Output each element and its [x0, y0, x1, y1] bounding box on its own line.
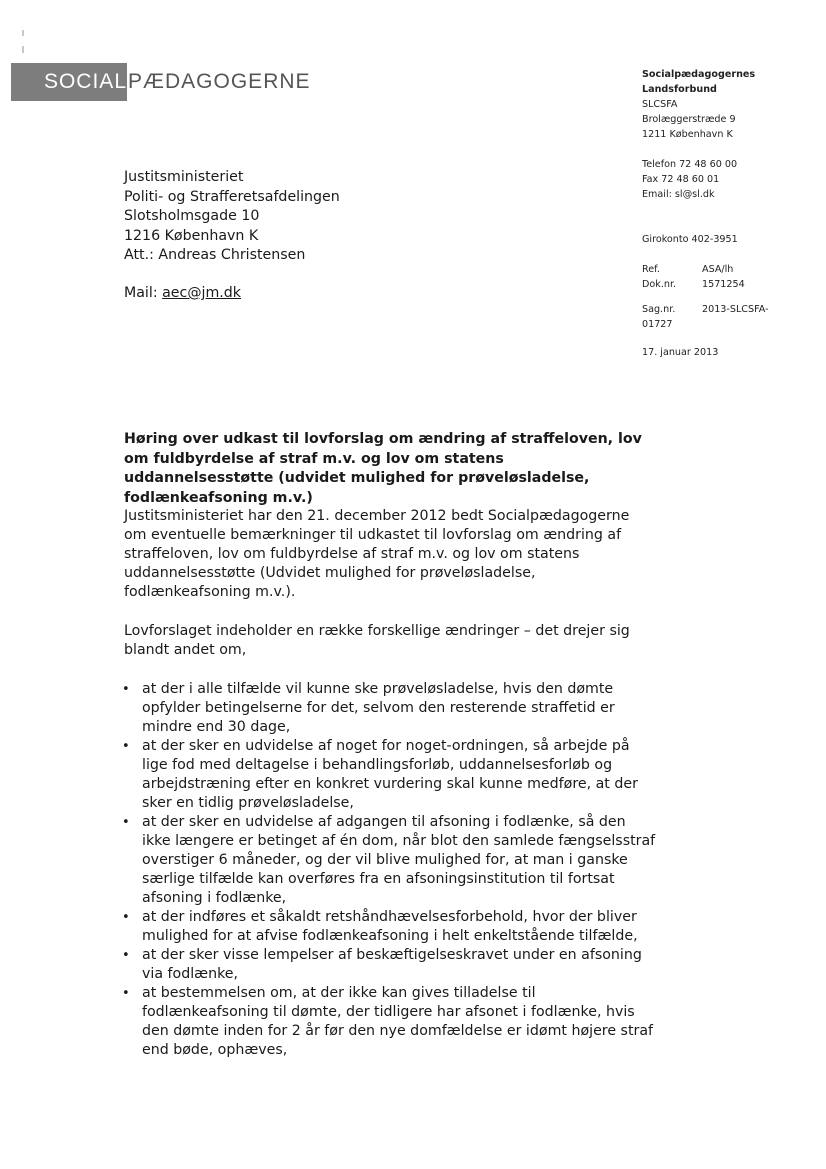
dok-value: 1571254 — [702, 279, 745, 290]
logo-text-social: SOCIAL — [43, 70, 127, 93]
list-item-text: at der sker en udvidelse af adgangen til afsoning i fodlænke, så den ikke længere er betinget af én dom, når blot den samlede fængselsstraf overstiger 6 måneder, og der vil blive mulighed for, at man i ganske særlige tilfælde kan overføres fra en afsoningsinstitution til fortsat afsoning i fodlænke, — [142, 814, 656, 906]
logo-box — [11, 63, 127, 101]
bullet-icon: • — [122, 948, 130, 963]
paragraph-1: Justitsministeriet har den 21. december 2012 bedt Socialpædagogerne om eventuelle bemærkninger til udkastet til lovforslag om ændring af straffeloven, lov om fuldbyrdelse af straf m.v. og lov om statens uddannelsesstøtte (Udvidet mulighed for prøveløsladelse, fodlænkeafsoning m.v.). — [124, 508, 630, 600]
sender-dept: SLCSFA — [642, 99, 678, 110]
letter-title: Høring over udkast til lovforslag om ændring af straffeloven, lov om fuldbyrdelse af straf m.v. og lov om statens uddannelsesstøtte (udvidet mulighed for prøveløsladelse, fodlænkeafsoning m.v.) — [124, 431, 642, 506]
list-item-text: at der sker en udvidelse af noget for noget-ordningen, så arbejde på lige fod med deltagelse i behandlingsforløb, uddannelsesforløb og arbejdstræning efter en konkret vurdering skal kunne medføre, at der sker en tidlig prøveløsladelse, — [142, 738, 638, 811]
sender-sag-row — [642, 302, 802, 317]
list-item — [124, 908, 656, 946]
logo-text-paedagogerne: PÆDAGOGERNE — [128, 70, 311, 93]
logo — [11, 63, 311, 101]
recipient-block — [124, 168, 340, 304]
sag-value: 2013-SLCSFA- — [702, 304, 769, 315]
list-item-text: at der indføres et såkaldt retshåndhævelsesforbehold, hvor der bliver mulighed for at afvise fodlænkeafsoning i helt enkeltstående tilfælde, — [142, 909, 638, 944]
list-item — [124, 737, 656, 813]
sender-dok-row — [642, 277, 802, 292]
recipient-line4: 1216 København K — [124, 227, 259, 244]
list-item — [124, 680, 656, 737]
scan-mark — [22, 46, 24, 53]
ref-label: Ref. — [642, 264, 660, 275]
mail-label: Mail: — [124, 284, 163, 301]
sender-email: Email: sl@sl.dk — [642, 189, 715, 200]
bullet-list — [124, 680, 656, 1060]
recipient-mail — [124, 284, 340, 304]
list-item-text: at der sker visse lempelser af beskæftigelseskravet under en afsoning via fodlænke, — [142, 947, 642, 982]
list-item-text: at bestemmelsen om, at der ikke kan gives tilladelse til fodlænkeafsoning til dømte, der tidligere har afsonet i fodlænke, hvis den dømte inden for 2 år før den nye domfældelse er idømt højere straf end bøde, ophæves, — [142, 985, 654, 1058]
paragraph-2: Lovforslaget indeholder en række forskellige ændringer – det drejer sig blandt andet om, — [124, 623, 630, 658]
bullet-icon: • — [122, 986, 130, 1001]
bullet-icon: • — [122, 682, 130, 697]
sender-city: 1211 København K — [642, 129, 733, 140]
sender-street: Brolæggerstræde 9 — [642, 114, 736, 125]
list-item — [124, 946, 656, 984]
recipient-line1: Justitsministeriet — [124, 169, 244, 185]
bullet-icon: • — [122, 739, 130, 754]
sag-label: Sag.nr. — [642, 304, 676, 315]
sag-value-cont: 01727 — [642, 319, 673, 330]
recipient-line2: Politi- og Strafferetsafdelingen — [124, 188, 340, 205]
sender-fax: Fax 72 48 60 01 — [642, 174, 720, 185]
letter-body — [124, 507, 656, 1060]
list-item-text: at der i alle tilfælde vil kunne ske prøveløsladelse, hvis den dømte opfylder betingelserne for det, selvom den resterende straffetid er mindre end 30 dage, — [142, 681, 615, 735]
sender-phone: Telefon 72 48 60 00 — [642, 159, 738, 170]
list-item — [124, 813, 656, 908]
mail-link[interactable]: aec@jm.dk — [162, 284, 242, 301]
sender-giro: Girokonto 402-3951 — [642, 234, 738, 245]
bullet-icon: • — [122, 910, 130, 925]
recipient-line3: Slotsholmsgade 10 — [124, 208, 260, 225]
scan-mark — [22, 30, 24, 36]
list-item — [124, 984, 656, 1060]
bullet-icon: • — [122, 815, 130, 830]
sender-block — [642, 67, 802, 360]
recipient-line5: Att.: Andreas Christensen — [124, 247, 306, 264]
ref-value: ASA/lh — [702, 264, 734, 275]
sender-ref-row — [642, 262, 802, 277]
sender-org-line2: Landsforbund — [642, 84, 717, 95]
dok-label: Dok.nr. — [642, 279, 677, 290]
letter-date: 17. januar 2013 — [642, 347, 719, 358]
sender-org-line1: Socialpædagogernes — [642, 69, 756, 80]
